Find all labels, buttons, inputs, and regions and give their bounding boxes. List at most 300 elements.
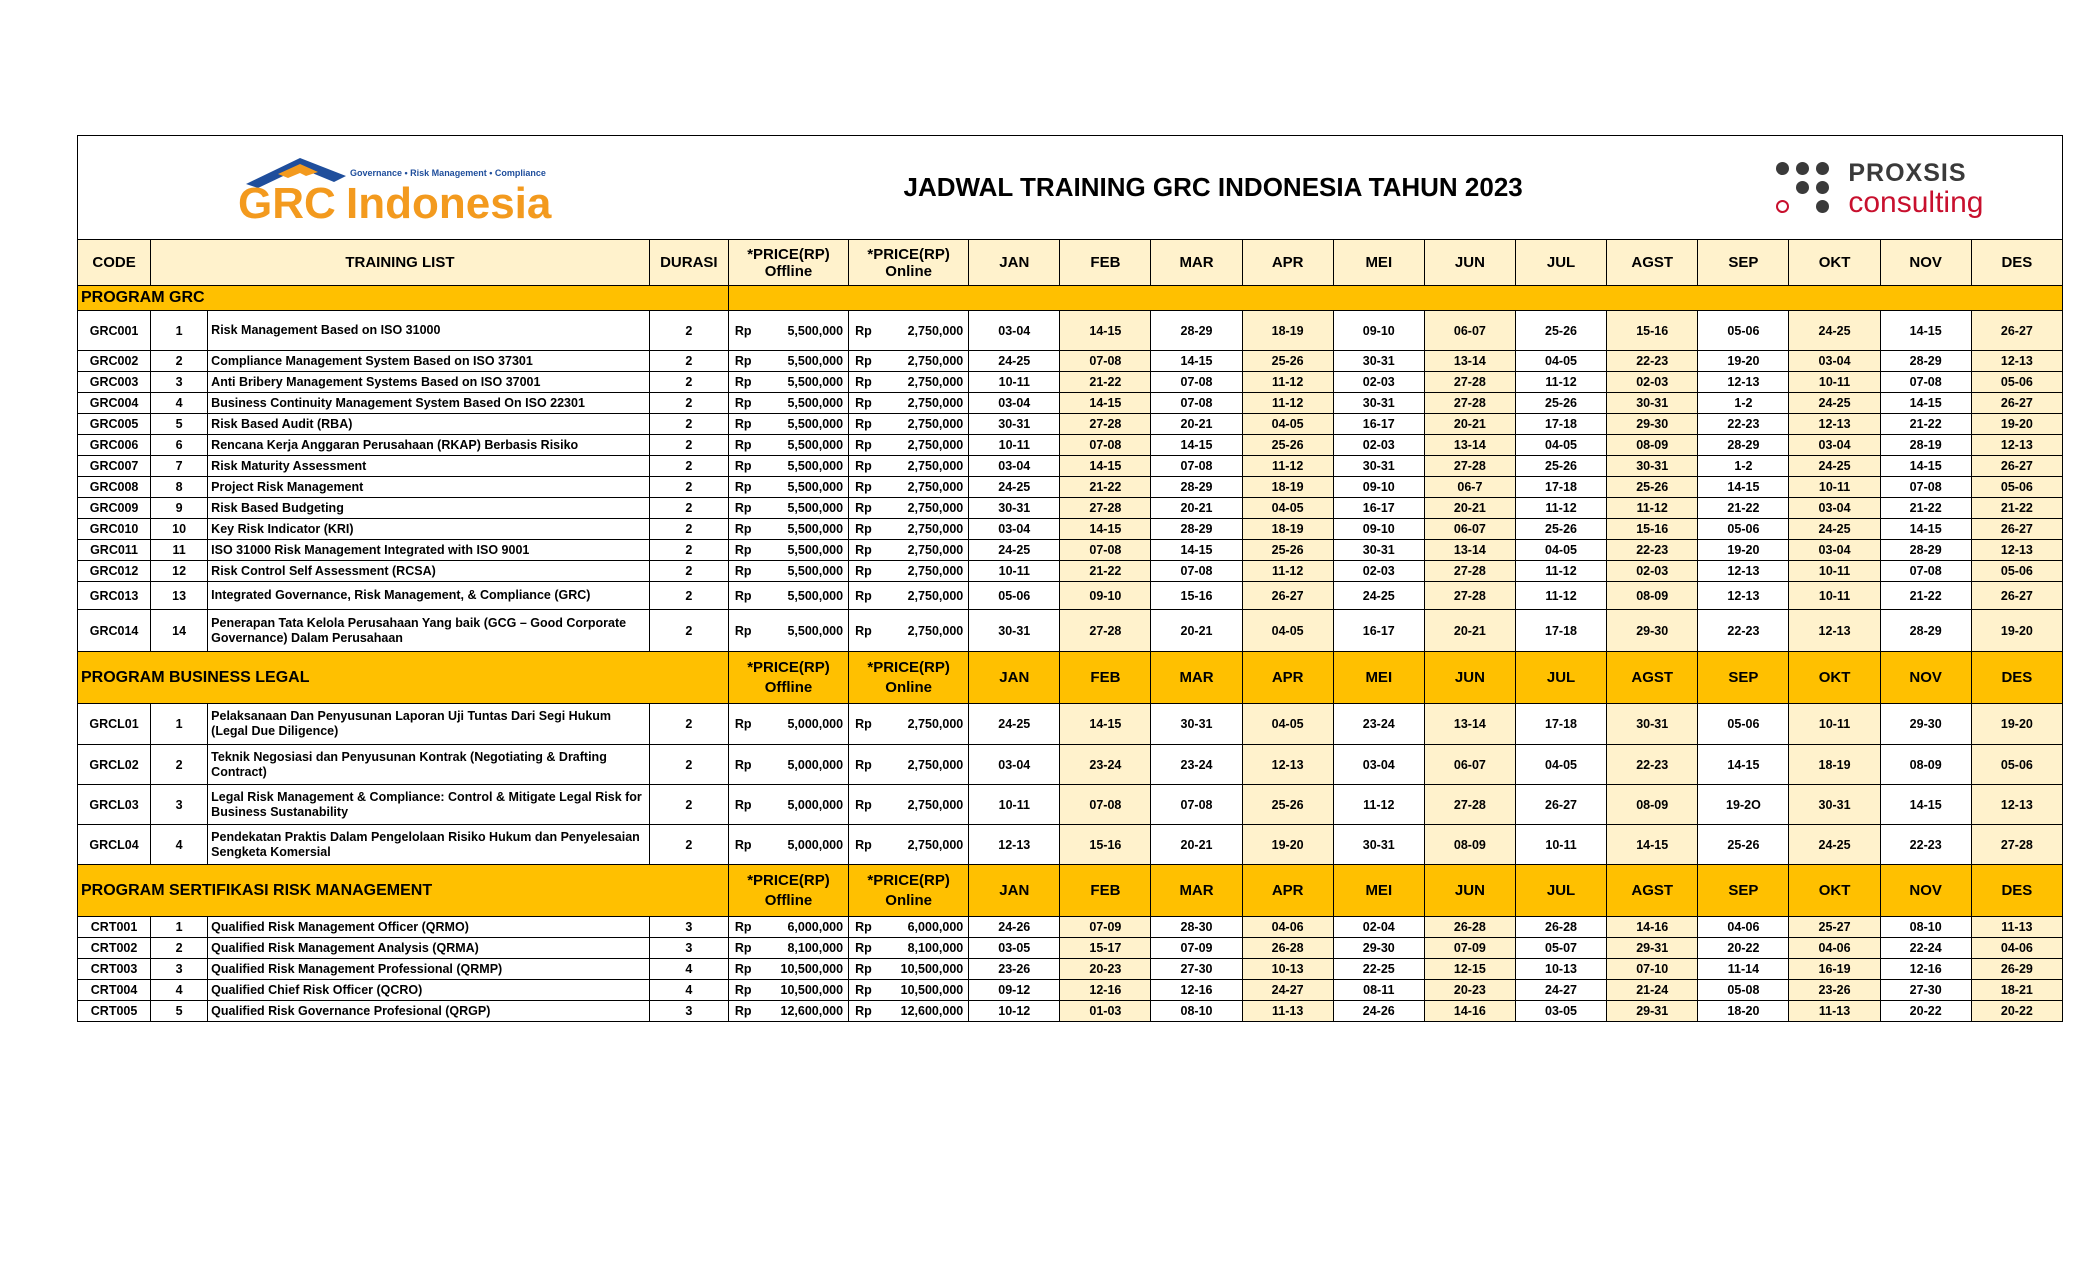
cell-date-apr: 25-26 xyxy=(1242,435,1333,456)
cell-date-feb: 14-15 xyxy=(1060,519,1151,540)
cell-code: GRCL04 xyxy=(78,825,151,865)
cell-date-mei: 24-25 xyxy=(1333,582,1424,610)
cell-date-des: 26-27 xyxy=(1971,456,2062,477)
cell-durasi: 2 xyxy=(649,372,728,393)
cell-date-apr: 24-27 xyxy=(1242,980,1333,1001)
cell-price-online: 2,750,000 xyxy=(885,582,969,610)
cell-date-mar: 07-08 xyxy=(1151,785,1242,825)
cell-date-mei: 16-17 xyxy=(1333,498,1424,519)
section-col-month-agst: AGST xyxy=(1607,652,1698,704)
table-row xyxy=(78,519,2063,540)
cell-training-name: Risk Based Budgeting xyxy=(208,498,650,519)
table-row xyxy=(78,980,2063,1001)
cell-date-agst: 30-31 xyxy=(1607,456,1698,477)
cell-code: GRC003 xyxy=(78,372,151,393)
cell-date-agst: 08-09 xyxy=(1607,435,1698,456)
cell-date-nov: 22-23 xyxy=(1880,825,1971,865)
cell-date-nov: 08-09 xyxy=(1880,745,1971,785)
section-filler xyxy=(728,286,2062,311)
cell-code: GRC009 xyxy=(78,498,151,519)
cell-durasi: 4 xyxy=(649,980,728,1001)
cell-date-mar: 07-08 xyxy=(1151,456,1242,477)
cell-code: GRC012 xyxy=(78,561,151,582)
col-price-online: *PRICE(RP) Online xyxy=(849,240,969,286)
section-col-price-offline: *PRICE(RP) Offline xyxy=(728,865,848,917)
cell-date-jun: 13-14 xyxy=(1424,704,1515,745)
cell-date-jan: 10-11 xyxy=(969,372,1060,393)
cell-date-feb: 09-10 xyxy=(1060,582,1151,610)
cell-durasi: 2 xyxy=(649,456,728,477)
cell-date-jul: 11-12 xyxy=(1515,582,1606,610)
cell-date-okt: 10-11 xyxy=(1789,561,1880,582)
cell-date-feb: 14-15 xyxy=(1060,311,1151,351)
cell-date-nov: 07-08 xyxy=(1880,372,1971,393)
cell-durasi: 3 xyxy=(649,938,728,959)
cell-price-offline: 5,500,000 xyxy=(764,519,848,540)
section-col-month-mar: MAR xyxy=(1151,865,1242,917)
cell-date-apr: 11-12 xyxy=(1242,393,1333,414)
cell-date-mar: 28-29 xyxy=(1151,477,1242,498)
cell-date-nov: 14-15 xyxy=(1880,519,1971,540)
cell-date-jul: 17-18 xyxy=(1515,704,1606,745)
cell-rp-online: Rp xyxy=(849,959,885,980)
cell-date-jul: 17-18 xyxy=(1515,414,1606,435)
cell-date-mar: 23-24 xyxy=(1151,745,1242,785)
cell-date-jun: 06-07 xyxy=(1424,745,1515,785)
section-col-price-online: *PRICE(RP) Online xyxy=(849,865,969,917)
cell-no: 3 xyxy=(151,959,208,980)
cell-date-feb: 15-16 xyxy=(1060,825,1151,865)
cell-rp-offline: Rp xyxy=(728,477,764,498)
table-row xyxy=(78,582,2063,610)
cell-date-mar: 30-31 xyxy=(1151,704,1242,745)
col-training-list: TRAINING LIST xyxy=(151,240,650,286)
cell-date-sep: 11-14 xyxy=(1698,959,1789,980)
col-month-apr: APR xyxy=(1242,240,1333,286)
cell-durasi: 3 xyxy=(649,1001,728,1022)
cell-rp-online: Rp xyxy=(849,372,885,393)
cell-date-jan: 30-31 xyxy=(969,498,1060,519)
cell-no: 6 xyxy=(151,435,208,456)
cell-date-sep: 05-06 xyxy=(1698,311,1789,351)
cell-date-agst: 29-30 xyxy=(1607,610,1698,652)
cell-no: 7 xyxy=(151,456,208,477)
cell-rp-offline: Rp xyxy=(728,1001,764,1022)
svg-text:GRC: GRC xyxy=(238,179,336,226)
cell-date-mei: 22-25 xyxy=(1333,959,1424,980)
svg-text:Governance • Risk Management •: Governance • Risk Management • Compliance xyxy=(350,168,547,178)
cell-date-nov: 21-22 xyxy=(1880,582,1971,610)
cell-date-mar: 20-21 xyxy=(1151,825,1242,865)
cell-date-okt: 24-25 xyxy=(1789,519,1880,540)
cell-price-offline: 5,500,000 xyxy=(764,311,848,351)
cell-date-des: 26-27 xyxy=(1971,519,2062,540)
cell-code: GRC014 xyxy=(78,610,151,652)
cell-rp-online: Rp xyxy=(849,704,885,745)
cell-date-sep: 14-15 xyxy=(1698,745,1789,785)
cell-code: GRCL02 xyxy=(78,745,151,785)
cell-date-des: 21-22 xyxy=(1971,498,2062,519)
section-col-price-offline: *PRICE(RP) Offline xyxy=(728,652,848,704)
cell-rp-online: Rp xyxy=(849,1001,885,1022)
cell-date-mar: 07-08 xyxy=(1151,372,1242,393)
cell-rp-online: Rp xyxy=(849,477,885,498)
cell-date-jun: 06-07 xyxy=(1424,519,1515,540)
cell-date-sep: 19-2O xyxy=(1698,785,1789,825)
cell-code: GRC008 xyxy=(78,477,151,498)
section-col-month-okt: OKT xyxy=(1789,865,1880,917)
cell-rp-offline: Rp xyxy=(728,561,764,582)
table-row xyxy=(78,456,2063,477)
cell-training-name: Key Risk Indicator (KRI) xyxy=(208,519,650,540)
cell-code: CRT004 xyxy=(78,980,151,1001)
cell-price-offline: 6,000,000 xyxy=(764,917,848,938)
cell-code: GRC005 xyxy=(78,414,151,435)
table-row xyxy=(78,745,2063,785)
cell-date-mei: 30-31 xyxy=(1333,456,1424,477)
section-col-price-online: *PRICE(RP) Online xyxy=(849,652,969,704)
cell-no: 13 xyxy=(151,582,208,610)
cell-date-jun: 26-28 xyxy=(1424,917,1515,938)
cell-date-jan: 10-11 xyxy=(969,435,1060,456)
cell-price-online: 2,750,000 xyxy=(885,498,969,519)
cell-training-name: Risk Based Audit (RBA) xyxy=(208,414,650,435)
section-col-month-jan: JAN xyxy=(969,865,1060,917)
cell-rp-offline: Rp xyxy=(728,582,764,610)
cell-price-online: 2,750,000 xyxy=(885,785,969,825)
cell-date-feb: 01-03 xyxy=(1060,1001,1151,1022)
table-row xyxy=(78,561,2063,582)
cell-date-jun: 06-07 xyxy=(1424,311,1515,351)
section-col-month-mei: MEI xyxy=(1333,865,1424,917)
cell-date-feb: 07-08 xyxy=(1060,435,1151,456)
cell-rp-online: Rp xyxy=(849,561,885,582)
cell-date-mar: 14-15 xyxy=(1151,435,1242,456)
cell-date-des: 26-27 xyxy=(1971,393,2062,414)
table-row xyxy=(78,477,2063,498)
cell-date-mar: 08-10 xyxy=(1151,1001,1242,1022)
cell-date-okt: 11-13 xyxy=(1789,1001,1880,1022)
cell-date-mei: 09-10 xyxy=(1333,519,1424,540)
cell-rp-offline: Rp xyxy=(728,372,764,393)
cell-training-name: Qualified Risk Management Professional (QRMP) xyxy=(208,959,650,980)
cell-date-feb: 27-28 xyxy=(1060,610,1151,652)
cell-date-nov: 28-29 xyxy=(1880,540,1971,561)
cell-rp-offline: Rp xyxy=(728,704,764,745)
cell-date-okt: 03-04 xyxy=(1789,540,1880,561)
cell-durasi: 2 xyxy=(649,519,728,540)
cell-date-feb: 07-08 xyxy=(1060,351,1151,372)
cell-date-sep: 20-22 xyxy=(1698,938,1789,959)
cell-date-sep: 22-23 xyxy=(1698,414,1789,435)
cell-date-jan: 03-05 xyxy=(969,938,1060,959)
section-col-month-des: DES xyxy=(1971,865,2062,917)
table-row xyxy=(78,785,2063,825)
cell-rp-online: Rp xyxy=(849,519,885,540)
cell-no: 10 xyxy=(151,519,208,540)
cell-rp-offline: Rp xyxy=(728,351,764,372)
cell-durasi: 2 xyxy=(649,582,728,610)
cell-date-nov: 20-22 xyxy=(1880,1001,1971,1022)
cell-code: GRC007 xyxy=(78,456,151,477)
cell-date-des: 05-06 xyxy=(1971,372,2062,393)
cell-date-des: 05-06 xyxy=(1971,477,2062,498)
cell-rp-online: Rp xyxy=(849,393,885,414)
col-month-jun: JUN xyxy=(1424,240,1515,286)
cell-price-online: 2,750,000 xyxy=(885,435,969,456)
cell-date-apr: 18-19 xyxy=(1242,477,1333,498)
cell-no: 1 xyxy=(151,311,208,351)
cell-price-offline: 5,500,000 xyxy=(764,477,848,498)
cell-rp-offline: Rp xyxy=(728,610,764,652)
cell-date-okt: 24-25 xyxy=(1789,311,1880,351)
col-month-feb: FEB xyxy=(1060,240,1151,286)
cell-code: CRT005 xyxy=(78,1001,151,1022)
cell-date-sep: 1-2 xyxy=(1698,456,1789,477)
section-col-month-des: DES xyxy=(1971,652,2062,704)
cell-date-okt: 18-19 xyxy=(1789,745,1880,785)
cell-date-feb: 21-22 xyxy=(1060,477,1151,498)
cell-date-mar: 07-09 xyxy=(1151,938,1242,959)
cell-rp-offline: Rp xyxy=(728,540,764,561)
cell-date-jan: 24-25 xyxy=(969,351,1060,372)
section-col-month-feb: FEB xyxy=(1060,865,1151,917)
cell-price-online: 12,600,000 xyxy=(885,1001,969,1022)
cell-price-offline: 5,500,000 xyxy=(764,540,848,561)
cell-date-mei: 03-04 xyxy=(1333,745,1424,785)
table-row xyxy=(78,311,2063,351)
section-col-month-jul: JUL xyxy=(1515,652,1606,704)
cell-code: GRCL03 xyxy=(78,785,151,825)
cell-no: 1 xyxy=(151,704,208,745)
cell-date-nov: 28-19 xyxy=(1880,435,1971,456)
cell-code: GRC004 xyxy=(78,393,151,414)
cell-date-apr: 11-12 xyxy=(1242,456,1333,477)
cell-date-feb: 07-08 xyxy=(1060,540,1151,561)
cell-training-name: Compliance Management System Based on ISO 37301 xyxy=(208,351,650,372)
cell-date-nov: 27-30 xyxy=(1880,980,1971,1001)
cell-price-online: 2,750,000 xyxy=(885,704,969,745)
cell-training-name: Legal Risk Management & Compliance: Control & Mitigate Legal Risk for Business Sustanability xyxy=(208,785,650,825)
cell-price-online: 8,100,000 xyxy=(885,938,969,959)
table-row xyxy=(78,414,2063,435)
cell-no: 1 xyxy=(151,917,208,938)
cell-rp-offline: Rp xyxy=(728,311,764,351)
cell-training-name: Pendekatan Praktis Dalam Pengelolaan Risiko Hukum dan Penyelesaian Sengketa Komersial xyxy=(208,825,650,865)
cell-date-okt: 03-04 xyxy=(1789,498,1880,519)
cell-date-okt: 23-26 xyxy=(1789,980,1880,1001)
cell-training-name: Project Risk Management xyxy=(208,477,650,498)
cell-rp-online: Rp xyxy=(849,582,885,610)
cell-date-mei: 16-17 xyxy=(1333,414,1424,435)
cell-date-jun: 20-21 xyxy=(1424,498,1515,519)
cell-price-offline: 5,500,000 xyxy=(764,435,848,456)
grc-roof-icon xyxy=(238,146,568,226)
cell-date-mei: 02-03 xyxy=(1333,435,1424,456)
column-header-row xyxy=(78,240,2063,286)
cell-price-online: 2,750,000 xyxy=(885,372,969,393)
cell-rp-offline: Rp xyxy=(728,519,764,540)
cell-no: 2 xyxy=(151,938,208,959)
cell-durasi: 2 xyxy=(649,540,728,561)
cell-durasi: 2 xyxy=(649,311,728,351)
cell-rp-online: Rp xyxy=(849,917,885,938)
cell-date-okt: 25-27 xyxy=(1789,917,1880,938)
cell-rp-offline: Rp xyxy=(728,959,764,980)
cell-rp-offline: Rp xyxy=(728,393,764,414)
cell-no: 12 xyxy=(151,561,208,582)
cell-date-nov: 14-15 xyxy=(1880,393,1971,414)
cell-code: GRC001 xyxy=(78,311,151,351)
cell-code: CRT003 xyxy=(78,959,151,980)
cell-date-jun: 13-14 xyxy=(1424,435,1515,456)
cell-date-apr: 25-26 xyxy=(1242,785,1333,825)
cell-date-jan: 03-04 xyxy=(969,745,1060,785)
col-code: CODE xyxy=(78,240,151,286)
cell-training-name: Qualified Risk Management Analysis (QRMA) xyxy=(208,938,650,959)
cell-rp-offline: Rp xyxy=(728,745,764,785)
cell-date-sep: 12-13 xyxy=(1698,372,1789,393)
cell-date-apr: 04-05 xyxy=(1242,610,1333,652)
cell-date-mar: 15-16 xyxy=(1151,582,1242,610)
cell-rp-online: Rp xyxy=(849,540,885,561)
cell-date-mar: 07-08 xyxy=(1151,561,1242,582)
cell-code: GRC006 xyxy=(78,435,151,456)
cell-training-name: Qualified Risk Management Officer (QRMO) xyxy=(208,917,650,938)
cell-date-jun: 27-28 xyxy=(1424,393,1515,414)
cell-date-feb: 23-24 xyxy=(1060,745,1151,785)
cell-date-jul: 17-18 xyxy=(1515,477,1606,498)
cell-date-jul: 26-27 xyxy=(1515,785,1606,825)
cell-date-mei: 02-04 xyxy=(1333,917,1424,938)
cell-date-jul: 25-26 xyxy=(1515,519,1606,540)
cell-training-name: Risk Management Based on ISO 31000 xyxy=(208,311,650,351)
cell-date-apr: 04-06 xyxy=(1242,917,1333,938)
banner-row xyxy=(78,136,2063,240)
section-col-month-okt: OKT xyxy=(1789,652,1880,704)
cell-date-nov: 29-30 xyxy=(1880,704,1971,745)
cell-date-apr: 12-13 xyxy=(1242,745,1333,785)
cell-date-okt: 24-25 xyxy=(1789,825,1880,865)
cell-rp-offline: Rp xyxy=(728,785,764,825)
cell-date-feb: 14-15 xyxy=(1060,704,1151,745)
cell-date-jun: 08-09 xyxy=(1424,825,1515,865)
svg-text:Indonesia: Indonesia xyxy=(346,179,552,226)
cell-date-sep: 22-23 xyxy=(1698,610,1789,652)
cell-date-feb: 07-08 xyxy=(1060,785,1151,825)
col-month-okt: OKT xyxy=(1789,240,1880,286)
col-month-mar: MAR xyxy=(1151,240,1242,286)
cell-date-okt: 10-11 xyxy=(1789,582,1880,610)
cell-date-des: 26-27 xyxy=(1971,311,2062,351)
cell-price-online: 10,500,000 xyxy=(885,980,969,1001)
table-row xyxy=(78,959,2063,980)
cell-date-mei: 16-17 xyxy=(1333,610,1424,652)
cell-training-name: Business Continuity Management System Based On ISO 22301 xyxy=(208,393,650,414)
section-col-month-agst: AGST xyxy=(1607,865,1698,917)
cell-rp-online: Rp xyxy=(849,311,885,351)
cell-date-des: 04-06 xyxy=(1971,938,2062,959)
cell-date-mei: 02-03 xyxy=(1333,561,1424,582)
cell-date-mar: 14-15 xyxy=(1151,540,1242,561)
cell-date-mei: 09-10 xyxy=(1333,311,1424,351)
section-col-month-jun: JUN xyxy=(1424,865,1515,917)
section-col-month-jul: JUL xyxy=(1515,865,1606,917)
cell-date-agst: 02-03 xyxy=(1607,561,1698,582)
cell-date-nov: 14-15 xyxy=(1880,785,1971,825)
cell-no: 14 xyxy=(151,610,208,652)
cell-date-nov: 21-22 xyxy=(1880,498,1971,519)
cell-date-okt: 12-13 xyxy=(1789,414,1880,435)
cell-date-nov: 07-08 xyxy=(1880,561,1971,582)
cell-durasi: 2 xyxy=(649,745,728,785)
section-col-month-mei: MEI xyxy=(1333,652,1424,704)
cell-date-des: 12-13 xyxy=(1971,785,2062,825)
cell-rp-online: Rp xyxy=(849,938,885,959)
cell-training-name: Anti Bribery Management Systems Based on ISO 37001 xyxy=(208,372,650,393)
cell-price-offline: 5,500,000 xyxy=(764,498,848,519)
col-month-nov: NOV xyxy=(1880,240,1971,286)
cell-rp-offline: Rp xyxy=(728,498,764,519)
cell-date-jul: 11-12 xyxy=(1515,372,1606,393)
cell-rp-online: Rp xyxy=(849,414,885,435)
cell-date-jul: 04-05 xyxy=(1515,540,1606,561)
cell-date-des: 19-20 xyxy=(1971,414,2062,435)
cell-price-online: 2,750,000 xyxy=(885,825,969,865)
cell-date-mei: 30-31 xyxy=(1333,825,1424,865)
cell-date-sep: 14-15 xyxy=(1698,477,1789,498)
cell-date-okt: 03-04 xyxy=(1789,435,1880,456)
cell-date-mei: 30-31 xyxy=(1333,540,1424,561)
cell-date-agst: 07-10 xyxy=(1607,959,1698,980)
cell-date-mar: 28-29 xyxy=(1151,519,1242,540)
cell-date-sep: 1-2 xyxy=(1698,393,1789,414)
cell-date-agst: 30-31 xyxy=(1607,704,1698,745)
col-month-des: DES xyxy=(1971,240,2062,286)
cell-rp-online: Rp xyxy=(849,745,885,785)
cell-price-offline: 5,500,000 xyxy=(764,582,848,610)
cell-price-online: 2,750,000 xyxy=(885,311,969,351)
cell-date-nov: 22-24 xyxy=(1880,938,1971,959)
cell-date-okt: 24-25 xyxy=(1789,393,1880,414)
cell-date-okt: 10-11 xyxy=(1789,477,1880,498)
table-row xyxy=(78,372,2063,393)
cell-date-feb: 21-22 xyxy=(1060,561,1151,582)
cell-price-online: 6,000,000 xyxy=(885,917,969,938)
cell-price-offline: 5,000,000 xyxy=(764,704,848,745)
cell-training-name: Penerapan Tata Kelola Perusahaan Yang baik (GCG – Good Corporate Governance) Dalam Perusahaan xyxy=(208,610,650,652)
cell-date-feb: 27-28 xyxy=(1060,498,1151,519)
cell-date-agst: 29-31 xyxy=(1607,938,1698,959)
cell-training-name: Risk Control Self Assessment (RCSA) xyxy=(208,561,650,582)
cell-date-jan: 24-25 xyxy=(969,540,1060,561)
cell-date-jul: 11-12 xyxy=(1515,561,1606,582)
cell-date-agst: 22-23 xyxy=(1607,351,1698,372)
cell-date-des: 12-13 xyxy=(1971,540,2062,561)
cell-date-agst: 30-31 xyxy=(1607,393,1698,414)
cell-no: 2 xyxy=(151,351,208,372)
cell-date-des: 12-13 xyxy=(1971,351,2062,372)
cell-date-nov: 14-15 xyxy=(1880,456,1971,477)
cell-date-feb: 07-09 xyxy=(1060,917,1151,938)
cell-date-jun: 27-28 xyxy=(1424,582,1515,610)
cell-price-online: 2,750,000 xyxy=(885,456,969,477)
cell-date-jan: 03-04 xyxy=(969,456,1060,477)
cell-date-apr: 10-13 xyxy=(1242,959,1333,980)
cell-training-name: Teknik Negosiasi dan Penyusunan Kontrak (Negotiating & Drafting Contract) xyxy=(208,745,650,785)
cell-no: 11 xyxy=(151,540,208,561)
cell-price-online: 2,750,000 xyxy=(885,393,969,414)
